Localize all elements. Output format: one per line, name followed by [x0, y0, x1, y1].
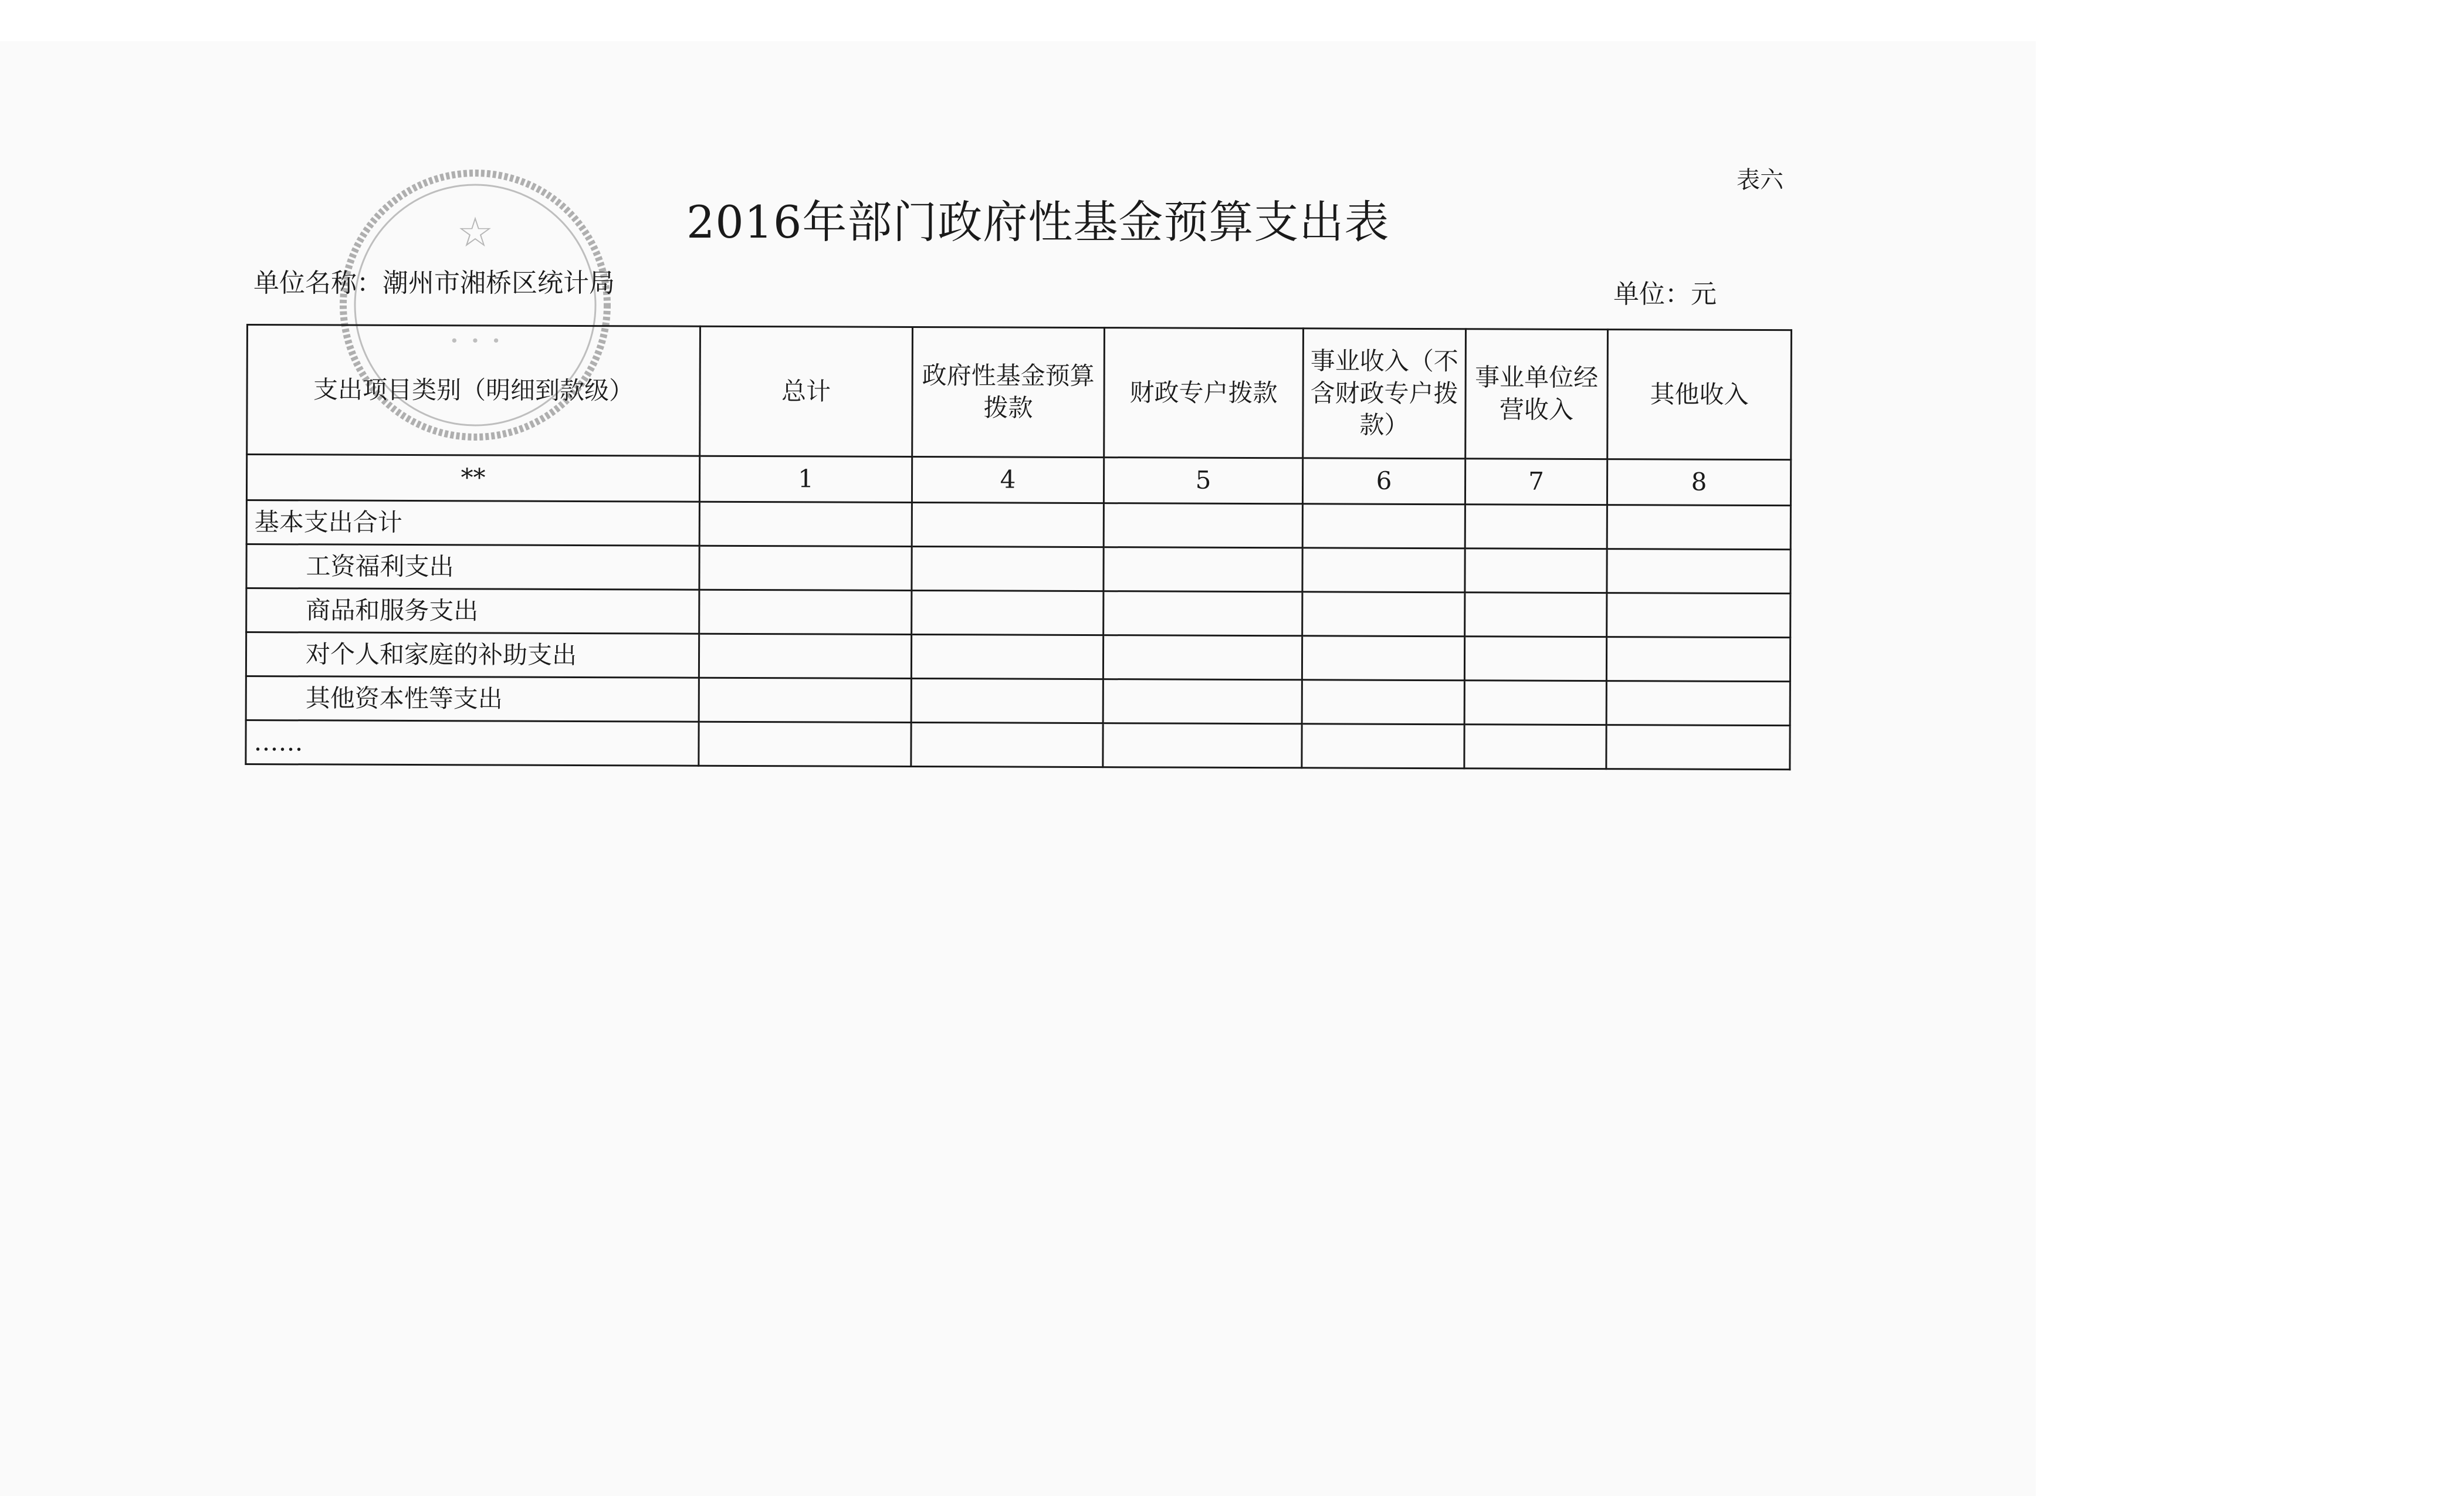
table-cell [912, 590, 1104, 635]
header-fund-appropriation: 政府性基金预算拨款 [912, 327, 1105, 457]
table-row [246, 544, 1791, 594]
table-cell [1103, 679, 1302, 724]
table-cell [699, 634, 911, 678]
table-cell [1465, 549, 1607, 593]
row-label-subsidies: 对个人和家庭的补助支出 [246, 632, 699, 678]
table-row [246, 500, 1791, 550]
table-cell [911, 634, 1103, 679]
table-cell [911, 722, 1103, 767]
table-cell [1464, 637, 1606, 681]
table-cell [1302, 724, 1464, 769]
index-cell: 7 [1465, 459, 1607, 505]
index-cell: 5 [1104, 458, 1302, 504]
table-cell [1465, 505, 1607, 549]
table-cell [699, 502, 912, 546]
table-cell [1607, 505, 1791, 550]
table-cell [1103, 635, 1302, 680]
budget-expenditure-table [245, 324, 1792, 770]
table-cell [699, 678, 911, 722]
table-cell [1302, 504, 1465, 549]
svg-text:· · ·: · · · [449, 322, 502, 360]
table-cell [1302, 548, 1465, 593]
svg-text:☆: ☆ [456, 208, 494, 256]
table-cell [1104, 503, 1302, 548]
unit-name-label: 单位名称：潮州市湘桥区统计局 [253, 268, 615, 298]
table-cell [1103, 723, 1302, 768]
table-row [246, 676, 1790, 726]
table-number-label: 表六 [1737, 167, 1783, 194]
header-operating-income: 事业单位经营收入 [1465, 329, 1608, 459]
header-special-account: 财政专户拨款 [1104, 328, 1304, 458]
index-cell: ** [246, 455, 699, 502]
table-cell [699, 546, 912, 590]
table-cell [1607, 593, 1791, 638]
header-other-income: 其他收入 [1607, 330, 1792, 460]
table-cell [699, 590, 912, 634]
table-cell [1606, 681, 1790, 726]
table-row [246, 588, 1791, 638]
table-cell [1606, 725, 1790, 770]
page-title: 2016年部门政府性基金预算支出表 [686, 196, 1390, 248]
column-index-row [246, 455, 1791, 506]
budget-table-container [245, 324, 1792, 770]
row-label-capital: 其他资本性等支出 [246, 676, 699, 722]
header-category: 支出项目类别（明细到款级） [247, 325, 700, 456]
table-cell [1607, 549, 1791, 594]
table-cell [912, 502, 1104, 547]
currency-unit-label: 单位：元 [1613, 279, 1717, 309]
table-cell [911, 678, 1103, 723]
table-cell [1465, 593, 1607, 637]
table-cell [1104, 591, 1302, 636]
row-label-ellipsis: …… [246, 720, 699, 766]
table-cell [699, 722, 911, 766]
table-cell [1302, 592, 1465, 637]
index-cell: 6 [1302, 458, 1465, 505]
table-cell [1606, 637, 1790, 682]
row-label-wages: 工资福利支出 [246, 544, 699, 590]
table-cell [1464, 681, 1606, 725]
row-label-basic-total: 基本支出合计 [246, 500, 699, 546]
header-business-income: 事业收入（不含财政专户拨款） [1303, 329, 1466, 459]
table-cell [1302, 636, 1464, 681]
row-label-goods-services: 商品和服务支出 [246, 588, 699, 634]
table-row [246, 632, 1790, 682]
header-row [247, 325, 1792, 460]
table-row [246, 720, 1790, 770]
table-cell [912, 546, 1104, 591]
table-cell [1302, 680, 1464, 725]
header-total: 总计 [700, 326, 913, 456]
index-cell: 1 [699, 456, 912, 502]
table-cell [1104, 547, 1302, 592]
index-cell: 4 [912, 456, 1104, 503]
table-cell [1464, 725, 1606, 769]
index-cell: 8 [1607, 459, 1791, 506]
